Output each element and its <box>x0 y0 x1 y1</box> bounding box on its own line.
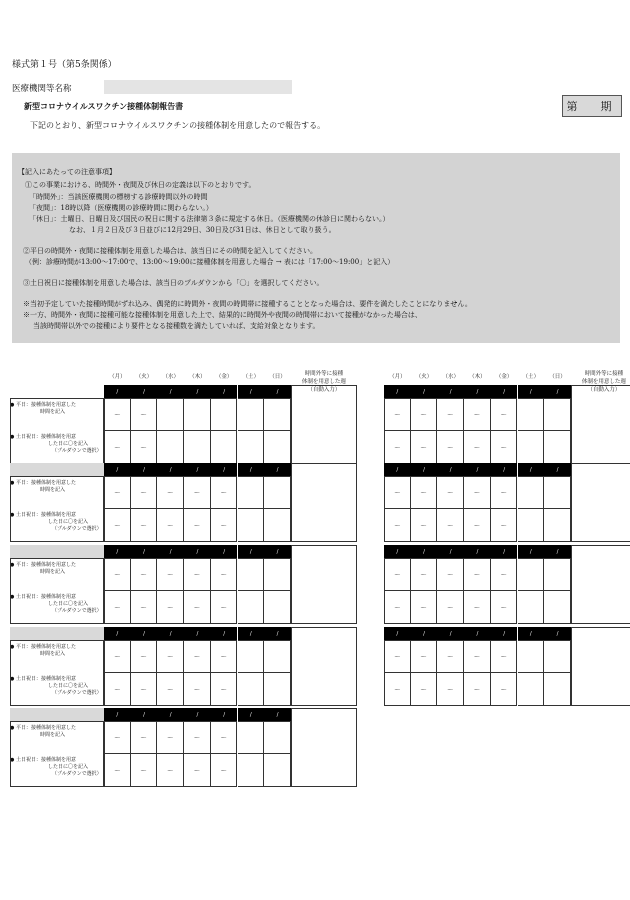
day-header: （水） <box>442 374 459 380</box>
date-cell[interactable]: / <box>238 627 265 640</box>
time-range-cell[interactable]: ～ <box>184 591 211 624</box>
day-header: （日） <box>549 374 566 380</box>
day-cell[interactable] <box>238 640 265 673</box>
weekend-row-label-line: （プルダウンで選択） <box>52 608 102 614</box>
notes-line: （例：診療時間が13:00～17:00で、13:00～19:00に接種体制を用意した場合 → 表には「17:00～19:00」と記入） <box>25 258 395 266</box>
day-cell[interactable] <box>238 476 265 509</box>
day-cell[interactable] <box>544 673 571 706</box>
day-cell[interactable] <box>264 398 291 431</box>
notes-line: 「時間外」：当該医療機関の標榜する診療時間以外の時間 <box>29 193 208 201</box>
date-cell[interactable]: / <box>238 463 265 476</box>
day-header: （月） <box>109 374 126 380</box>
time-range-cell[interactable]: ～ <box>464 509 491 542</box>
weekend-row-label-line: ● 土日祝日：接種体制を用意 <box>10 676 76 682</box>
day-cell[interactable] <box>518 558 545 591</box>
time-range-cell[interactable]: ～ <box>384 591 411 624</box>
day-cell[interactable] <box>518 591 545 624</box>
week-separator <box>10 545 104 558</box>
time-range-cell[interactable]: ～ <box>184 509 211 542</box>
time-range-cell[interactable]: ～ <box>411 398 438 431</box>
date-cell[interactable]: / <box>264 463 291 476</box>
weekend-row-label <box>10 434 104 464</box>
weekday-row-label <box>10 402 104 428</box>
day-cell[interactable] <box>544 591 571 624</box>
weekday-row-label <box>10 562 104 588</box>
time-range-cell[interactable]: ～ <box>384 476 411 509</box>
date-cell[interactable]: / <box>238 708 265 721</box>
date-cell[interactable]: / <box>464 463 491 476</box>
date-cell[interactable]: / <box>384 385 411 398</box>
time-range-cell[interactable]: ～ <box>211 558 238 591</box>
day-header: （水） <box>162 374 179 380</box>
week-summary-cell <box>571 627 630 706</box>
weekday-row-label <box>10 725 104 751</box>
day-cell[interactable] <box>518 509 545 542</box>
week-summary-cell <box>291 708 357 787</box>
date-cell[interactable]: / <box>437 627 464 640</box>
week-summary-cell <box>291 545 357 624</box>
notes-line: ①この事業における、時間外・夜間及び休日の定義は以下のとおりです。 <box>25 181 256 189</box>
day-cell[interactable] <box>211 398 238 431</box>
day-cell[interactable] <box>184 431 211 464</box>
weekend-row-label-line: した日に〇を記入 <box>48 683 89 689</box>
day-cell[interactable] <box>238 509 265 542</box>
day-cell[interactable] <box>238 673 265 706</box>
time-range-cell[interactable]: ～ <box>104 754 131 787</box>
weekday-row-label-line: 時間を記入 <box>40 409 66 415</box>
time-range-cell[interactable]: ～ <box>211 476 238 509</box>
day-header: （火） <box>135 374 153 380</box>
time-range-cell[interactable]: ～ <box>184 754 211 787</box>
notes-line: ※一方、時間外・夜間に接種可能な接種体制を用意した上で、結果的に時間外や夜間の時間帯において接種がなかった場合は、 <box>23 311 422 319</box>
summary-header-line: 体制を用意した週 <box>301 379 346 385</box>
date-cell[interactable]: / <box>518 627 545 640</box>
time-range-cell[interactable]: ～ <box>437 673 464 706</box>
period-field[interactable]: 第 期 <box>562 95 622 117</box>
time-range-cell[interactable]: ～ <box>491 558 518 591</box>
time-range-cell[interactable]: ～ <box>104 431 131 464</box>
date-cell[interactable]: / <box>131 545 158 558</box>
time-range-cell[interactable]: ～ <box>211 591 238 624</box>
date-cell[interactable]: / <box>518 463 545 476</box>
day-cell[interactable] <box>264 754 291 787</box>
day-cell[interactable] <box>544 558 571 591</box>
time-range-cell[interactable]: ～ <box>491 431 518 464</box>
day-cell[interactable] <box>264 721 291 754</box>
instructions-panel <box>12 153 620 343</box>
notes-line: 当該時間帯以外での接種により要件となる接種数を満たしていれば、支給対象となります。 <box>33 322 320 330</box>
weekend-row-label-line: （プルダウンで選択） <box>52 448 102 454</box>
week-separator <box>10 708 104 721</box>
date-cell[interactable]: / <box>104 545 131 558</box>
time-range-cell[interactable]: ～ <box>491 640 518 673</box>
time-range-cell[interactable]: ～ <box>157 754 184 787</box>
weekend-row-label-line: （プルダウンで選択） <box>52 690 102 696</box>
summary-header-line: 体制を用意した週 <box>581 379 626 385</box>
institution-label: 医療機関等名称 <box>12 84 72 94</box>
date-cell[interactable]: / <box>238 385 265 398</box>
day-header: （月） <box>389 374 406 380</box>
weekend-row-label-line: した日に〇を記入 <box>48 519 89 525</box>
date-cell[interactable]: / <box>211 385 238 398</box>
notes-heading: 【記入にあたっての注意事項】 <box>18 168 116 176</box>
date-cell[interactable]: / <box>384 545 411 558</box>
date-cell[interactable]: / <box>211 708 238 721</box>
time-range-cell[interactable]: ～ <box>384 558 411 591</box>
weekend-row-label <box>10 594 104 624</box>
time-range-cell[interactable]: ～ <box>437 431 464 464</box>
summary-header-line: （自動入力） <box>307 387 341 393</box>
day-cell[interactable] <box>238 721 265 754</box>
notes-line: ②平日の時間外・夜間に接種体制を用意した場合は、該当日にその時間を記入してください。 <box>23 247 317 255</box>
date-cell[interactable]: / <box>437 463 464 476</box>
weekday-row-label-line: 時間を記入 <box>40 651 66 657</box>
date-cell[interactable]: / <box>184 545 211 558</box>
time-range-cell[interactable]: ～ <box>411 591 438 624</box>
week-separator <box>10 627 104 640</box>
weekday-row-label-line: 時間を記入 <box>40 732 66 738</box>
day-cell[interactable] <box>238 754 265 787</box>
day-cell[interactable] <box>264 476 291 509</box>
document-title: 新型コロナウイルスワクチン接種体制報告書 <box>24 101 184 111</box>
day-cell[interactable] <box>544 509 571 542</box>
time-range-cell[interactable]: ～ <box>211 673 238 706</box>
time-range-cell[interactable]: ～ <box>464 476 491 509</box>
time-range-cell[interactable]: ～ <box>157 673 184 706</box>
time-range-cell[interactable]: ～ <box>411 509 438 542</box>
weekday-row-label-line: ● 平日：接種体制を用意した <box>10 562 76 568</box>
week-summary-cell <box>291 627 357 706</box>
date-cell[interactable]: / <box>131 463 158 476</box>
summary-header-line: 時間外等に接種 <box>584 371 624 377</box>
institution-name-field[interactable] <box>104 80 292 94</box>
weekend-row-label-line: ● 土日祝日：接種体制を用意 <box>10 594 76 600</box>
date-cell[interactable]: / <box>211 545 238 558</box>
time-range-cell[interactable]: ～ <box>464 673 491 706</box>
week-summary-cell <box>291 385 357 464</box>
date-cell[interactable]: / <box>104 385 131 398</box>
day-header: （土） <box>522 374 540 380</box>
date-cell[interactable]: / <box>264 545 291 558</box>
time-range-cell[interactable]: ～ <box>411 476 438 509</box>
time-range-cell[interactable]: ～ <box>384 398 411 431</box>
day-cell[interactable] <box>238 398 265 431</box>
date-cell[interactable]: / <box>384 463 411 476</box>
time-range-cell[interactable]: ～ <box>491 591 518 624</box>
time-range-cell[interactable]: ～ <box>384 509 411 542</box>
weekday-row-label-line: ● 平日：接種体制を用意した <box>10 725 76 731</box>
summary-header-line: （自動入力） <box>587 387 621 393</box>
day-cell[interactable] <box>518 431 545 464</box>
date-cell[interactable]: / <box>464 627 491 640</box>
weekend-row-label-line: （プルダウンで選択） <box>52 771 102 777</box>
time-range-cell[interactable]: ～ <box>131 476 158 509</box>
date-cell[interactable]: / <box>518 385 545 398</box>
time-range-cell[interactable]: ～ <box>131 558 158 591</box>
notes-line: なお、１月２日及び３日並びに12月29日、30日及び31日は、休日として取り扱う。 <box>69 226 336 234</box>
summary-header-line: 時間外等に接種 <box>304 371 344 377</box>
time-range-cell[interactable]: ～ <box>437 509 464 542</box>
date-cell[interactable]: / <box>157 463 184 476</box>
weekend-row-label <box>10 757 104 787</box>
date-cell[interactable]: / <box>264 627 291 640</box>
week-separator <box>10 463 104 476</box>
time-range-cell[interactable]: ～ <box>104 673 131 706</box>
time-range-cell[interactable]: ～ <box>184 476 211 509</box>
date-cell[interactable]: / <box>544 463 571 476</box>
time-range-cell[interactable]: ～ <box>411 558 438 591</box>
time-range-cell[interactable]: ～ <box>437 398 464 431</box>
day-cell[interactable] <box>184 398 211 431</box>
day-header: （金） <box>215 374 233 380</box>
notes-line: 「夜間」：18時以降（医療機関の診療時間に関わらない。） <box>29 204 213 212</box>
date-cell[interactable]: / <box>157 627 184 640</box>
day-cell[interactable] <box>264 673 291 706</box>
time-range-cell[interactable]: ～ <box>157 591 184 624</box>
time-range-cell[interactable]: ～ <box>384 431 411 464</box>
time-range-cell[interactable]: ～ <box>464 640 491 673</box>
weekday-row-label-line: ● 平日：接種体制を用意した <box>10 644 76 650</box>
weekday-row-label <box>10 480 104 506</box>
weekend-row-label-line: ● 土日祝日：接種体制を用意 <box>10 757 76 763</box>
week-summary-cell <box>571 385 630 464</box>
date-cell[interactable]: / <box>384 627 411 640</box>
time-range-cell[interactable]: ～ <box>131 640 158 673</box>
date-cell[interactable]: / <box>157 545 184 558</box>
day-cell[interactable] <box>238 591 265 624</box>
time-range-cell[interactable]: ～ <box>157 476 184 509</box>
time-range-cell[interactable]: ～ <box>491 673 518 706</box>
day-cell[interactable] <box>518 476 545 509</box>
date-cell[interactable]: / <box>131 627 158 640</box>
time-range-cell[interactable]: ～ <box>104 640 131 673</box>
day-cell[interactable] <box>264 509 291 542</box>
weekday-row-label-line: 時間を記入 <box>40 487 66 493</box>
time-range-cell[interactable]: ～ <box>464 431 491 464</box>
time-range-cell[interactable]: ～ <box>384 673 411 706</box>
notes-line: ③土日祝日に接種体制を用意した場合は、該当日のプルダウンから「〇」を選択してください。 <box>23 279 324 287</box>
time-range-cell[interactable]: ～ <box>464 398 491 431</box>
date-cell[interactable]: / <box>104 708 131 721</box>
day-cell[interactable] <box>264 591 291 624</box>
date-cell[interactable]: / <box>491 385 518 398</box>
date-cell[interactable]: / <box>211 627 238 640</box>
date-cell[interactable]: / <box>491 627 518 640</box>
date-cell[interactable]: / <box>238 545 265 558</box>
day-cell[interactable] <box>238 558 265 591</box>
time-range-cell[interactable]: ～ <box>384 640 411 673</box>
time-range-cell[interactable]: ～ <box>437 476 464 509</box>
date-cell[interactable]: / <box>131 385 158 398</box>
time-range-cell[interactable]: ～ <box>211 754 238 787</box>
time-range-cell[interactable]: ～ <box>131 754 158 787</box>
notes-line: ※当初予定していた接種時間がずれ込み、偶発的に時間外・夜間の時間帯に接種することとなった場合は、要件を満たしたことになりません。 <box>23 300 472 308</box>
day-header: （日） <box>269 374 286 380</box>
weekend-row-label <box>10 676 104 706</box>
time-range-cell[interactable]: ～ <box>464 591 491 624</box>
time-range-cell[interactable]: ～ <box>491 398 518 431</box>
week-summary-cell <box>571 463 630 542</box>
time-range-cell[interactable]: ～ <box>211 721 238 754</box>
time-range-cell[interactable]: ～ <box>211 509 238 542</box>
date-cell[interactable]: / <box>104 463 131 476</box>
time-range-cell[interactable]: ～ <box>104 476 131 509</box>
date-cell[interactable]: / <box>518 545 545 558</box>
day-cell[interactable] <box>544 431 571 464</box>
date-cell[interactable]: / <box>411 627 438 640</box>
time-range-cell[interactable]: ～ <box>157 640 184 673</box>
date-cell[interactable]: / <box>464 385 491 398</box>
day-cell[interactable] <box>264 431 291 464</box>
day-cell[interactable] <box>518 398 545 431</box>
date-cell[interactable]: / <box>211 463 238 476</box>
date-cell[interactable]: / <box>411 545 438 558</box>
date-cell[interactable]: / <box>157 708 184 721</box>
weekday-row-label-line: ● 平日：接種体制を用意した <box>10 480 76 486</box>
time-range-cell[interactable]: ～ <box>437 640 464 673</box>
day-header: （木） <box>189 374 206 380</box>
time-range-cell[interactable]: ～ <box>131 509 158 542</box>
date-cell[interactable]: / <box>464 545 491 558</box>
time-range-cell[interactable]: ～ <box>104 558 131 591</box>
date-cell[interactable]: / <box>544 385 571 398</box>
time-range-cell[interactable]: ～ <box>491 509 518 542</box>
time-range-cell[interactable]: ～ <box>131 591 158 624</box>
date-cell[interactable]: / <box>544 627 571 640</box>
day-header: （火） <box>415 374 433 380</box>
time-range-cell[interactable]: ～ <box>104 509 131 542</box>
time-range-cell[interactable]: ～ <box>184 640 211 673</box>
time-range-cell[interactable]: ～ <box>211 640 238 673</box>
day-cell[interactable] <box>157 398 184 431</box>
week-summary-cell <box>291 463 357 542</box>
time-range-cell[interactable]: ～ <box>437 558 464 591</box>
weekend-row-label-line: （プルダウンで選択） <box>52 526 102 532</box>
date-cell[interactable]: / <box>184 708 211 721</box>
date-cell[interactable]: / <box>104 627 131 640</box>
time-range-cell[interactable]: ～ <box>184 673 211 706</box>
date-cell[interactable]: / <box>411 463 438 476</box>
date-cell[interactable]: / <box>184 627 211 640</box>
time-range-cell[interactable]: ～ <box>104 721 131 754</box>
day-cell[interactable] <box>157 431 184 464</box>
day-cell[interactable] <box>518 673 545 706</box>
weekend-row-label-line: ● 土日祝日：接種体制を用意 <box>10 512 76 518</box>
weekend-row-label <box>10 512 104 542</box>
weekend-row-label-line: した日に〇を記入 <box>48 601 89 607</box>
time-range-cell[interactable]: ～ <box>491 476 518 509</box>
date-cell[interactable]: / <box>184 385 211 398</box>
time-range-cell[interactable]: ～ <box>157 509 184 542</box>
notes-line: 「休日」：土曜日、日曜日及び国民の祝日に関する法律第３条に規定する休日。（医療機関の休診日に関わらない。） <box>29 215 390 223</box>
date-cell[interactable]: / <box>491 545 518 558</box>
document-intro: 下記のとおり、新型コロナウイルスワクチンの接種体制を用意したので報告する。 <box>30 121 326 130</box>
time-range-cell[interactable]: ～ <box>157 721 184 754</box>
date-cell[interactable]: / <box>437 545 464 558</box>
date-cell[interactable]: / <box>491 463 518 476</box>
time-range-cell[interactable]: ～ <box>104 591 131 624</box>
day-cell[interactable] <box>264 558 291 591</box>
day-cell[interactable] <box>544 476 571 509</box>
date-cell[interactable]: / <box>264 708 291 721</box>
time-range-cell[interactable]: ～ <box>104 398 131 431</box>
day-cell[interactable] <box>544 640 571 673</box>
date-cell[interactable]: / <box>157 385 184 398</box>
day-cell[interactable] <box>211 431 238 464</box>
weekday-row-label-line: 時間を記入 <box>40 569 66 575</box>
time-range-cell[interactable]: ～ <box>411 640 438 673</box>
day-cell[interactable] <box>238 431 265 464</box>
date-cell[interactable]: / <box>264 385 291 398</box>
week-summary-cell <box>571 545 630 624</box>
time-range-cell[interactable]: ～ <box>184 558 211 591</box>
date-cell[interactable]: / <box>131 708 158 721</box>
day-cell[interactable] <box>544 398 571 431</box>
day-header: （金） <box>495 374 513 380</box>
date-cell[interactable]: / <box>411 385 438 398</box>
day-cell[interactable] <box>264 640 291 673</box>
time-range-cell[interactable]: ～ <box>131 398 158 431</box>
weekday-row-label-line: ● 平日：接種体制を用意した <box>10 402 76 408</box>
time-range-cell[interactable]: ～ <box>157 558 184 591</box>
weekend-row-label-line: した日に〇を記入 <box>48 764 89 770</box>
weekend-row-label-line: ● 土日祝日：接種体制を用意 <box>10 434 76 440</box>
time-range-cell[interactable]: ～ <box>131 673 158 706</box>
time-range-cell[interactable]: ～ <box>437 591 464 624</box>
time-range-cell[interactable]: ～ <box>411 431 438 464</box>
weekend-row-label-line: した日に〇を記入 <box>48 441 89 447</box>
day-cell[interactable] <box>518 640 545 673</box>
time-range-cell[interactable]: ～ <box>184 721 211 754</box>
date-cell[interactable]: / <box>437 385 464 398</box>
date-cell[interactable]: / <box>184 463 211 476</box>
weekday-row-label <box>10 644 104 670</box>
form-number: 様式第１号（第5条関係） <box>12 60 117 70</box>
date-cell[interactable]: / <box>544 545 571 558</box>
time-range-cell[interactable]: ～ <box>464 558 491 591</box>
day-header: （土） <box>242 374 260 380</box>
day-header: （木） <box>469 374 486 380</box>
time-range-cell[interactable]: ～ <box>411 673 438 706</box>
time-range-cell[interactable]: ～ <box>131 721 158 754</box>
time-range-cell[interactable]: ～ <box>131 431 158 464</box>
